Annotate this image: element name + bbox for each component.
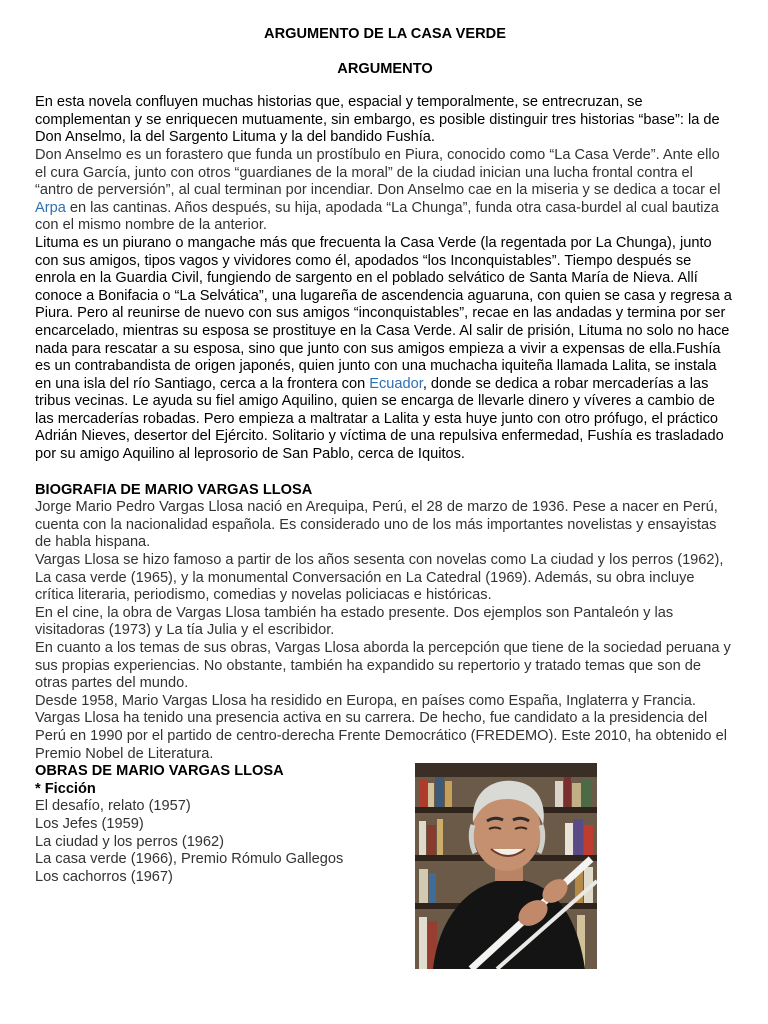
list-item: Los cachorros (1967): [35, 868, 173, 885]
biografia-paragraph-2: Vargas Llosa se hizo famoso a partir de los años sesenta con novelas como La ciudad y los perros (1962), La casa verde (1965), y la monumental Conversación en La Catedral (1969). Además, su obra incluye crítica literaria, periodismo, comedias y novelas policiacas e históricas.: [35, 552, 724, 604]
biografia-paragraph-4: En cuanto a los temas de sus obras, Vargas Llosa aborda la percepción que tiene de la sociedad peruana y sus propias experiencias. No obstante, también ha expandido su repertorio y tratado temas que son de otras partes del mundo.: [35, 640, 731, 692]
section-heading-obras: OBRAS DE MARIO VARGAS LLOSA: [35, 763, 284, 780]
argumento-paragraph-1: En esta novela confluyen muchas historias que, espacial y temporalmente, se entrecruzan, se complementan y se enriquecen mutuamente, sin embargo, es posible distinguir tres historias “base”: la de Don Anselmo, la del Sargento Lituma y la del bandido Fushía.: [35, 94, 720, 146]
list-item: Los Jefes (1959): [35, 815, 144, 832]
list-item: El desafío, relato (1957): [35, 798, 191, 815]
section-heading-biografia: BIOGRAFIA DE MARIO VARGAS LLOSA: [35, 481, 313, 498]
biografia-paragraph-3: En el cine, la obra de Vargas Llosa también ha estado presente. Dos ejemplos son Pantaleón y las visitadoras (1973) y La tía Julia y el escribidor.: [35, 604, 674, 639]
argumento-paragraph-2-text-b: en las cantinas. Años después, su hija, apodada “La Chunga”, funda otra casa-burdel al cual bautiza con el mismo nombre de la anterior.: [35, 199, 719, 234]
obras-section: [35, 763, 735, 886]
argumento-paragraph-2: [35, 147, 735, 235]
subheading-ficcion: * Ficción: [35, 780, 96, 797]
biografia-paragraph-5: Desde 1958, Mario Vargas Llosa ha residido en Europa, en países como España, Inglaterra y Francia. Vargas Llosa ha tenido una presencia activa en su carrera. De hecho, fue candidato a la presidencia del Perú en 1990 por el partido de centro-derecha Frente Democrático (FREDEMO). Este 2010, ha obtenido el Premio Nobel de Literatura.: [35, 692, 727, 762]
section-heading-argumento: ARGUMENTO: [337, 60, 433, 77]
works-list: [35, 798, 735, 886]
biografia-paragraph-1: Jorge Mario Pedro Vargas Llosa nació en Arequipa, Perú, el 28 de marzo de 1936. Pese a nacer en Perú, cuenta con la nacionalidad española. Es considerado uno de los más importantes novelistas y ensayistas de habla hispana.: [35, 499, 718, 551]
argumento-paragraph-2-text-a: Don Anselmo es un forastero que funda un prostíbulo en Piura, conocido como “La Casa Verde”. Ante ello el cura García, junto con otros “guardianes de la moral” de la ciudad inician una lucha frontal contra el “antro de perversión”, al cual terminan por incendiar. Don Anselmo cae en la miseria y se dedica a tocar el: [35, 146, 721, 199]
document-page: [35, 26, 735, 886]
arpa-link[interactable]: Arpa: [35, 199, 66, 216]
ecuador-link[interactable]: Ecuador: [369, 375, 423, 392]
argumento-paragraph-3: [35, 235, 735, 464]
document-title: ARGUMENTO DE LA CASA VERDE: [264, 26, 506, 42]
list-item: La ciudad y los perros (1962): [35, 833, 225, 850]
list-item: La casa verde (1966), Premio Rómulo Gallegos: [35, 851, 344, 868]
argumento-paragraph-3-text-a: Lituma es un piurano o mangache más que frecuenta la Casa Verde (la regentada por La Chunga), junto con sus amigos, tipos vagos y vividores como él, apodados “los Inconquistables”. Tiempo después se enrola en la Guardia Civil, fungiendo de sargento en el poblado selvático de Santa María de Nieva. Allí conoce a Bonifacia o “La Selvática”, una lugareña de ascendencia aguaruna, con quien se casa y regresa a Piura. Pero al reunirse de nuevo con sus amigos “inconquistables”, recae en las andadas y termina por ser encarcelado, mientras su esposa se prostituye en la Casa Verde. Al salir de prisión, Lituma no solo no hace nada para rescatar a su esposa, sino que junto con sus amigos empieza a vivir a expensas de ella.Fushía es un contrabandista de origen japonés, quien junto con una muchacha iquiteña llamada Lalita, se instala en una isla del río Santiago, cerca a la frontera con: [35, 234, 732, 392]
argumento-paragraph-3-text-b: , donde se dedica a robar mercaderías a las tribus vecinas. Le ayuda su fiel amigo Aquilino, quien se encarga de llevarle dinero y víveres a cambio de las mercaderías robadas. Pero empieza a maltratar a Lalita y esta huye junto con otro prófugo, el práctico Adrián Nieves, desertor del Ejército. Solitario y víctima de una repulsiva enfermedad, Fushía es trasladado por su amigo Aquilino al leprosorio de San Pablo, cerca de Iquitos.: [35, 375, 724, 463]
author-photo: [415, 763, 597, 969]
author-photo-illustration: [415, 763, 597, 969]
